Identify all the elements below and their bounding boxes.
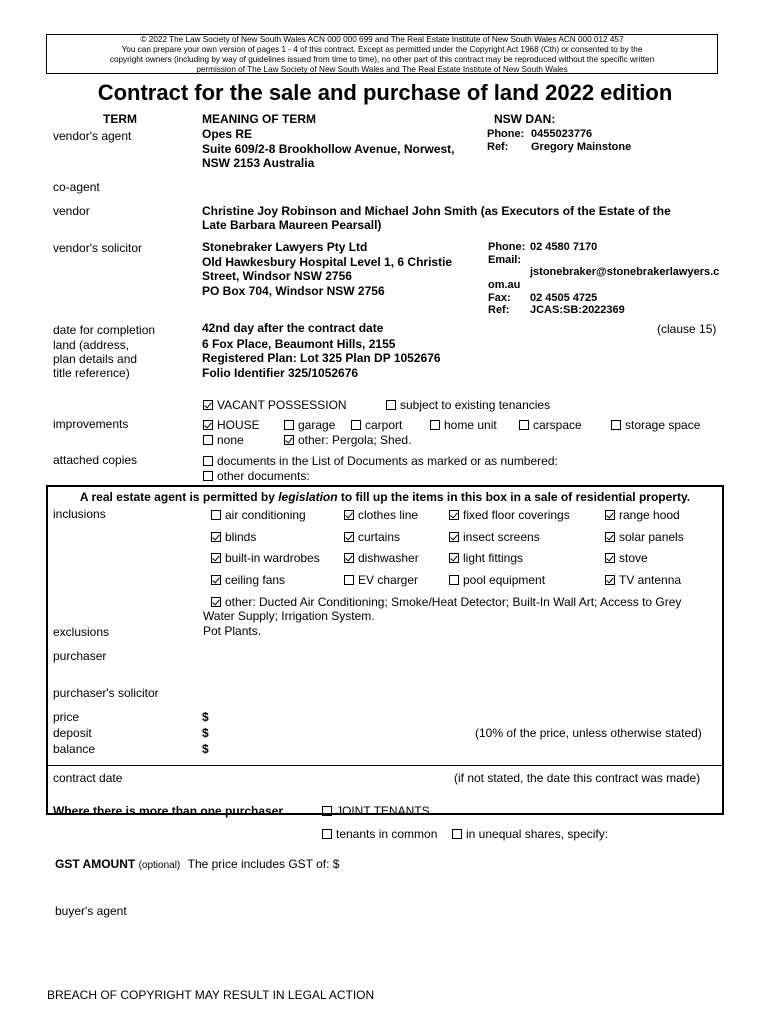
documents-option[interactable]: documents in the List of Documents as marked or as numbered: (203, 454, 558, 468)
joint-tenants-option[interactable]: JOINT TENANTS (322, 804, 430, 818)
other-inclusions-option[interactable]: other: Ducted Air Conditioning; Smoke/Heat Detector; Built-In Wall Art; Access to Grey (211, 595, 681, 609)
checkbox-icon[interactable] (351, 420, 361, 430)
checkbox-icon[interactable] (344, 575, 354, 585)
checkbox-checked-icon[interactable] (605, 553, 615, 563)
footer-warning: BREACH OF COPYRIGHT MAY RESULT IN LEGAL ACTION (47, 988, 375, 1002)
checkbox-icon[interactable] (611, 420, 621, 430)
copyright-line: permission of The Law Society of New South Wales and The Real Estate Institute of New South Wales (196, 65, 568, 74)
buyers-agent-label: buyer's agent (55, 904, 127, 918)
vendors-agent-label: vendor's agent (53, 129, 132, 143)
deposit-note: (10% of the price, unless otherwise stated) (475, 726, 702, 740)
vendors-solicitor-label: vendor's solicitor (53, 241, 142, 255)
solicitor-phone-label: Phone: (488, 241, 526, 253)
solicitor-phone: 02 4580 7170 (530, 241, 598, 253)
ceiling-fans-option[interactable]: ceiling fans (211, 573, 285, 587)
completion-clause: (clause 15) (657, 322, 717, 336)
stove-option[interactable]: stove (605, 551, 648, 565)
checkbox-checked-icon[interactable] (211, 553, 221, 563)
checkbox-icon[interactable] (284, 420, 294, 430)
gst-label: GST AMOUNT (55, 857, 136, 871)
checkbox-checked-icon[interactable] (449, 532, 459, 542)
term-header: TERM (103, 112, 137, 126)
range-hood-option[interactable]: range hood (605, 508, 680, 522)
solar-panels-option[interactable]: solar panels (605, 530, 684, 544)
land-plan: Registered Plan: Lot 325 Plan DP 1052676 (202, 351, 441, 365)
none-option[interactable]: none (203, 433, 244, 447)
improvements-label: improvements (53, 417, 129, 431)
pool-equipment-option[interactable]: pool equipment (449, 573, 545, 587)
checkbox-checked-icon[interactable] (449, 510, 459, 520)
vendor-value: Late Barbara Maureen Pearsall) (202, 218, 382, 232)
solicitor-email[interactable]: jstonebraker@stonebrakerlawyers.c (530, 266, 720, 278)
fixed-floor-option[interactable]: fixed floor coverings (449, 508, 570, 522)
vendors-agent-address: NSW 2153 Australia (202, 156, 315, 170)
solicitor-ref-label: Ref: (488, 304, 510, 316)
checkbox-icon[interactable] (449, 575, 459, 585)
copyright-line: © 2022 The Law Society of New South Wales ACN 000 000 699 and The Real Estate Institute of New South Wales ACN 000 012 457 (140, 35, 624, 44)
tenancies-option[interactable]: subject to existing tenancies (386, 398, 550, 412)
built-in-wardrobes-option[interactable]: built-in wardrobes (211, 551, 320, 565)
checkbox-checked-icon[interactable] (344, 510, 354, 520)
land-label: plan details and (53, 352, 138, 366)
checkbox-checked-icon[interactable] (344, 532, 354, 542)
inclusions-label: inclusions (53, 507, 106, 521)
tenants-in-common-option[interactable]: tenants in common (322, 827, 437, 841)
solicitor-address: Street, Windsor NSW 2756 (202, 269, 352, 283)
purchaser-label: purchaser (53, 649, 107, 663)
co-agent-label: co-agent (53, 180, 100, 194)
gst-row (55, 857, 339, 871)
solicitor-fax: 02 4505 4725 (530, 292, 598, 304)
checkbox-icon[interactable] (203, 456, 213, 466)
checkbox-checked-icon[interactable] (605, 510, 615, 520)
vendors-agent-address: Suite 609/2-8 Brookhollow Avenue, Norwest, (202, 142, 455, 156)
solicitor-po-box: PO Box 704, Windsor NSW 2756 (202, 284, 385, 298)
deposit-dollar: $ (202, 726, 209, 740)
light-fittings-option[interactable]: light fittings (449, 551, 523, 565)
deposit-label: deposit (53, 726, 92, 740)
land-address: 6 Fox Place, Beaumont Hills, 2155 (202, 337, 396, 351)
clothes-line-option[interactable]: clothes line (344, 508, 418, 522)
copyright-notice (46, 34, 718, 74)
carport-option[interactable]: carport (351, 418, 402, 432)
agent-phone-label: Phone: (487, 128, 525, 140)
house-option[interactable]: HOUSE (203, 418, 260, 432)
curtains-option[interactable]: curtains (344, 530, 400, 544)
contract-date-label: contract date (53, 771, 123, 785)
dishwasher-option[interactable]: dishwasher (344, 551, 419, 565)
nsw-dan-header: NSW DAN: (494, 112, 556, 126)
checkbox-checked-icon[interactable] (203, 420, 213, 430)
air-conditioning-option[interactable]: air conditioning (211, 508, 306, 522)
garage-option[interactable]: garage (284, 418, 335, 432)
checkbox-checked-icon[interactable] (211, 575, 221, 585)
solicitor-address: Old Hawkesbury Hospital Level 1, 6 Christie (202, 255, 453, 269)
exclusions-value: Pot Plants. (203, 624, 262, 638)
copyright-line: copyright owners (including by way of guidelines issued from time to time), no other part of this contract may be reproduced without the specific written (109, 55, 655, 64)
vacant-possession-option[interactable]: VACANT POSSESSION (203, 398, 347, 412)
checkbox-icon[interactable] (211, 510, 221, 520)
checkbox-icon[interactable] (386, 400, 396, 410)
price-label: price (53, 710, 80, 724)
ev-charger-option[interactable]: EV charger (344, 573, 418, 587)
checkbox-checked-icon[interactable] (203, 400, 213, 410)
checkbox-icon[interactable] (203, 435, 213, 445)
storage-option[interactable]: storage space (611, 418, 700, 432)
price-dollar: $ (202, 710, 209, 724)
meaning-header: MEANING OF TERM (202, 112, 316, 126)
checkbox-checked-icon[interactable] (344, 553, 354, 563)
checkbox-icon[interactable] (203, 471, 213, 481)
attached-copies-label: attached copies (53, 453, 138, 467)
checkbox-checked-icon[interactable] (605, 575, 615, 585)
completion-label: date for completion (53, 323, 156, 337)
more-purchasers-label: Where there is more than one purchaser (53, 804, 284, 818)
completion-value: 42nd day after the contract date (202, 321, 384, 335)
checkbox-icon[interactable] (452, 829, 462, 839)
other-improvements-option[interactable]: other: Pergola; Shed. (284, 433, 411, 447)
gst-optional: (optional) (138, 860, 181, 871)
purchasers-solicitor-label: purchaser's solicitor (53, 686, 159, 700)
checkbox-icon[interactable] (519, 420, 529, 430)
other-inclusions-continued: Water Supply; Irrigation System. (203, 609, 375, 623)
agent-phone: 0455023776 (531, 128, 593, 140)
tv-antenna-option[interactable]: TV antenna (605, 573, 681, 587)
checkbox-checked-icon[interactable] (211, 597, 221, 607)
insect-screens-option[interactable]: insect screens (449, 530, 540, 544)
checkbox-icon[interactable] (430, 420, 440, 430)
land-label: land (address, (53, 338, 130, 352)
agent-ref-label: Ref: (487, 141, 509, 153)
checkbox-checked-icon[interactable] (449, 553, 459, 563)
gst-text: The price includes GST of: $ (187, 857, 340, 871)
checkbox-checked-icon[interactable] (211, 532, 221, 542)
checkbox-icon[interactable] (322, 806, 332, 816)
exclusions-label: exclusions (53, 625, 110, 639)
carspace-option[interactable]: carspace (519, 418, 582, 432)
vendor-value: Christine Joy Robinson and Michael John Smith (as Executors of the Estate of the (202, 204, 671, 218)
balance-label: balance (53, 742, 96, 756)
vendor-label: vendor (53, 204, 90, 218)
solicitor-name: Stonebraker Lawyers Pty Ltd (202, 240, 368, 254)
land-label: title reference) (53, 366, 130, 380)
contract-date-note: (if not stated, the date this contract was made) (454, 771, 701, 785)
page-title: Contract for the sale and purchase of land 2022 edition (97, 80, 673, 105)
land-folio: Folio Identifier 325/1052676 (202, 366, 359, 380)
blinds-option[interactable]: blinds (211, 530, 256, 544)
unequal-shares-option[interactable]: in unequal shares, specify: (452, 827, 608, 841)
home-unit-option[interactable]: home unit (430, 418, 497, 432)
vendors-agent-name: Opes RE (202, 127, 253, 141)
solicitor-email[interactable]: om.au (488, 279, 521, 291)
copyright-line: You can prepare your own version of pages 1 - 4 of this contract. Except as permitted under the Copyright Act 1968 (Cth) or consented to by the (121, 45, 643, 54)
solicitor-fax-label: Fax: (488, 292, 511, 304)
checkbox-checked-icon[interactable] (605, 532, 615, 542)
agent-box-title: A real estate agent is permitted by legislation to fill up the items in this box in a sale of residential property. (79, 490, 691, 504)
solicitor-email-label: Email: (488, 254, 522, 266)
agent-ref: Gregory Mainstone (531, 141, 632, 153)
checkbox-checked-icon[interactable] (284, 435, 294, 445)
other-documents-option[interactable]: other documents: (203, 469, 310, 483)
solicitor-ref: JCAS:SB:2022369 (530, 304, 625, 316)
divider (46, 765, 724, 766)
checkbox-icon[interactable] (322, 829, 332, 839)
balance-dollar: $ (202, 742, 209, 756)
